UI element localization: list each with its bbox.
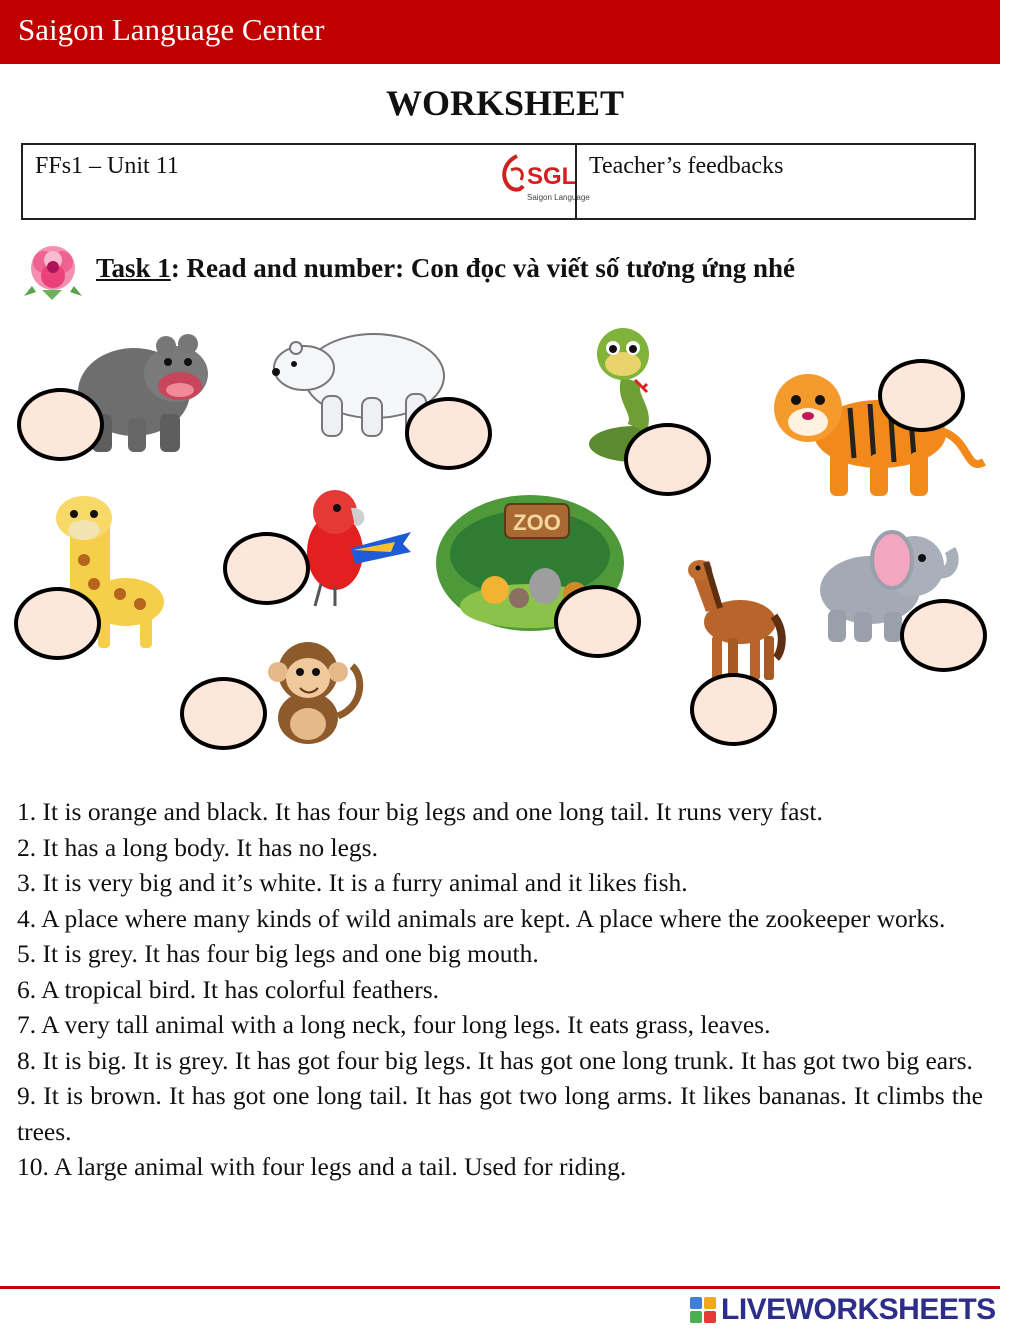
task-text: : Read and number: Con đọc và viết số tương ứng nhé [170,253,795,283]
info-table [21,143,976,220]
answer-circle-parrot[interactable] [223,532,310,605]
answer-circle-zoo[interactable] [554,585,641,658]
answer-circle-horse[interactable] [690,673,777,746]
table-divider [575,145,577,218]
clue-list [17,794,983,1185]
flower-icon [22,238,84,300]
page-title: WORKSHEET [385,83,625,123]
footer-divider [0,1286,1000,1289]
answer-circle-snake[interactable] [624,423,711,496]
horse-image [686,552,788,684]
clue-item: 9. It is brown. It has got one long tail. It has got two long arms. It likes bananas. It climbs the trees. [17,1081,983,1146]
task-instruction [96,253,795,284]
clue-item: 1. It is orange and black. It has four big legs and one long tail. It runs very fast. [17,797,823,826]
parrot-image [295,488,413,608]
clue-item: 6. A tropical bird. It has colorful feathers. [17,974,440,1004]
answer-circle-tiger[interactable] [878,359,965,432]
answer-circle-polar-bear[interactable] [405,397,492,470]
header-bar [0,0,1000,64]
clue-item: 5. It is grey. It has four big legs and one big mouth. [17,939,539,968]
answer-circle-hippo[interactable] [17,388,104,461]
svg-text:SGL: SGL [527,163,577,190]
clue-item: 10. A large animal with four legs and a tail. Used for riding. [17,1152,627,1181]
answer-circle-giraffe[interactable] [14,587,101,660]
clue-item: 2. It has a long body. It has no legs. [17,832,378,862]
liveworksheets-brand: LIVEWORKSHEETS [721,1293,996,1326]
monkey-image [268,636,366,750]
clue-item: 8. It is big. It is grey. It has got four big legs. It has got one long trunk. It has got two big ears. [17,1045,973,1075]
liveworksheets-icon [690,1297,716,1323]
teacher-feedback-label: Teacher’s feedbacks [589,153,784,179]
answer-circle-monkey[interactable] [180,677,267,750]
svg-text:ZOO: ZOO [513,510,561,535]
clue-item: 3. It is very big and it’s white. It is a furry animal and it likes fish. [17,868,688,897]
svg-text:Saigon Language: Saigon Language [527,193,590,202]
liveworksheets-logo [690,1294,996,1326]
clue-item: 7. A very tall animal with a long neck, four long legs. It eats grass, leaves. [17,1010,771,1039]
org-name: Saigon Language Center [18,12,325,47]
clue-item: 4. A place where many kinds of wild animals are kept. A place where the zookeeper works. [17,903,946,933]
sgl-logo [497,148,590,212]
task-label: Task 1 [96,253,171,283]
answer-circle-elephant[interactable] [900,599,987,672]
unit-label: FFs1 – Unit 11 [35,153,179,179]
